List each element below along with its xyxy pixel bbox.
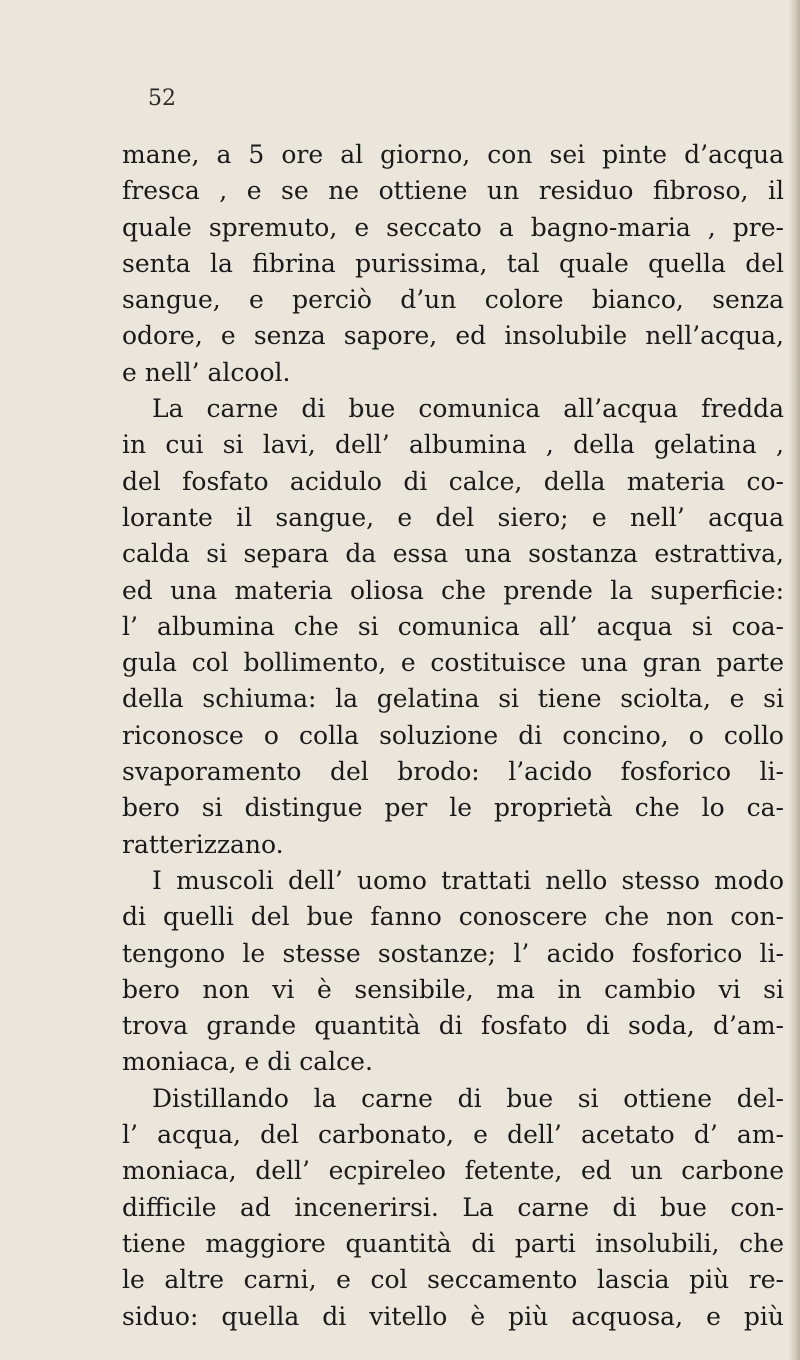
text-line: senta la fibrina purissima, tal quale quella del: [122, 248, 784, 278]
text-line: riconosce o colla soluzione di concino, o collo: [122, 720, 784, 750]
text-line: ratterizzano.: [122, 829, 284, 859]
text-line: trova grande quantità di fosfato di soda, d’am-: [122, 1011, 784, 1041]
text-line: e nell’ alcool.: [122, 357, 291, 387]
text-line: odore, e senza sapore, ed insolubile nell’acqua,: [122, 321, 784, 351]
text-line: bero non vi è sensibile, ma in cambio vi si: [122, 974, 784, 1004]
text-line: difficile ad incenerirsi. La carne di bue con-: [122, 1192, 784, 1222]
text-line: moniaca, e di calce.: [122, 1047, 373, 1077]
text-line: Distillando la carne di bue si ottiene del-: [152, 1083, 784, 1113]
text-line: fresca , e se ne ottiene un residuo fibroso, il: [122, 176, 784, 206]
text-line: di quelli del bue fanno conoscere che non con-: [122, 902, 784, 932]
body-text: [122, 137, 784, 1335]
text-line: in cui si lavi, dell’ albumina , della gelatina ,: [122, 430, 784, 460]
text-line: I muscoli dell’ uomo trattati nello stesso modo: [152, 865, 784, 895]
text-line: bero si distingue per le proprietà che lo ca-: [122, 793, 784, 823]
text-line: del fosfato acidulo di calce, della materia co-: [122, 466, 784, 496]
text-line: La carne di bue comunica all’acqua fredda: [152, 394, 784, 424]
text-line: della schiuma: la gelatina si tiene sciolta, e si: [122, 684, 784, 714]
text-line: lorante il sangue, e del siero; e nell’ acqua: [122, 502, 784, 532]
page-edge-shadow: [788, 0, 800, 1360]
text-line: sangue, e perciò d’un colore bianco, senza: [122, 285, 784, 315]
text-line: moniaca, dell’ ecpireleo fetente, ed un carbone: [122, 1156, 784, 1186]
text-line: ed una materia oliosa che prende la superficie:: [122, 575, 784, 605]
text-line: siduo: quella di vitello è più acquosa, e più: [122, 1301, 784, 1331]
text-line: le altre carni, e col seccamento lascia più re-: [122, 1265, 784, 1295]
text-line: calda si separa da essa una sostanza estrattiva,: [122, 539, 784, 569]
text-line: tengono le stesse sostanze; l’ acido fosforico li-: [122, 938, 784, 968]
text-line: mane, a 5 ore al giorno, con sei pinte d’acqua: [122, 140, 784, 169]
text-line: l’ acqua, del carbonato, e dell’ acetato d’ am-: [122, 1120, 784, 1150]
text-line: quale spremuto, e seccato a bagno-maria , pre-: [122, 212, 784, 242]
text-line: svaporamento del brodo: l’acido fosforico li-: [122, 757, 784, 787]
text-line: tiene maggiore quantità di parti insolubili, che: [122, 1228, 784, 1258]
text-line: gula col bollimento, e costituisce una gran parte: [122, 648, 784, 678]
text-line: l’ albumina che si comunica all’ acqua si coa-: [122, 611, 784, 641]
page-number: 52: [148, 86, 176, 111]
